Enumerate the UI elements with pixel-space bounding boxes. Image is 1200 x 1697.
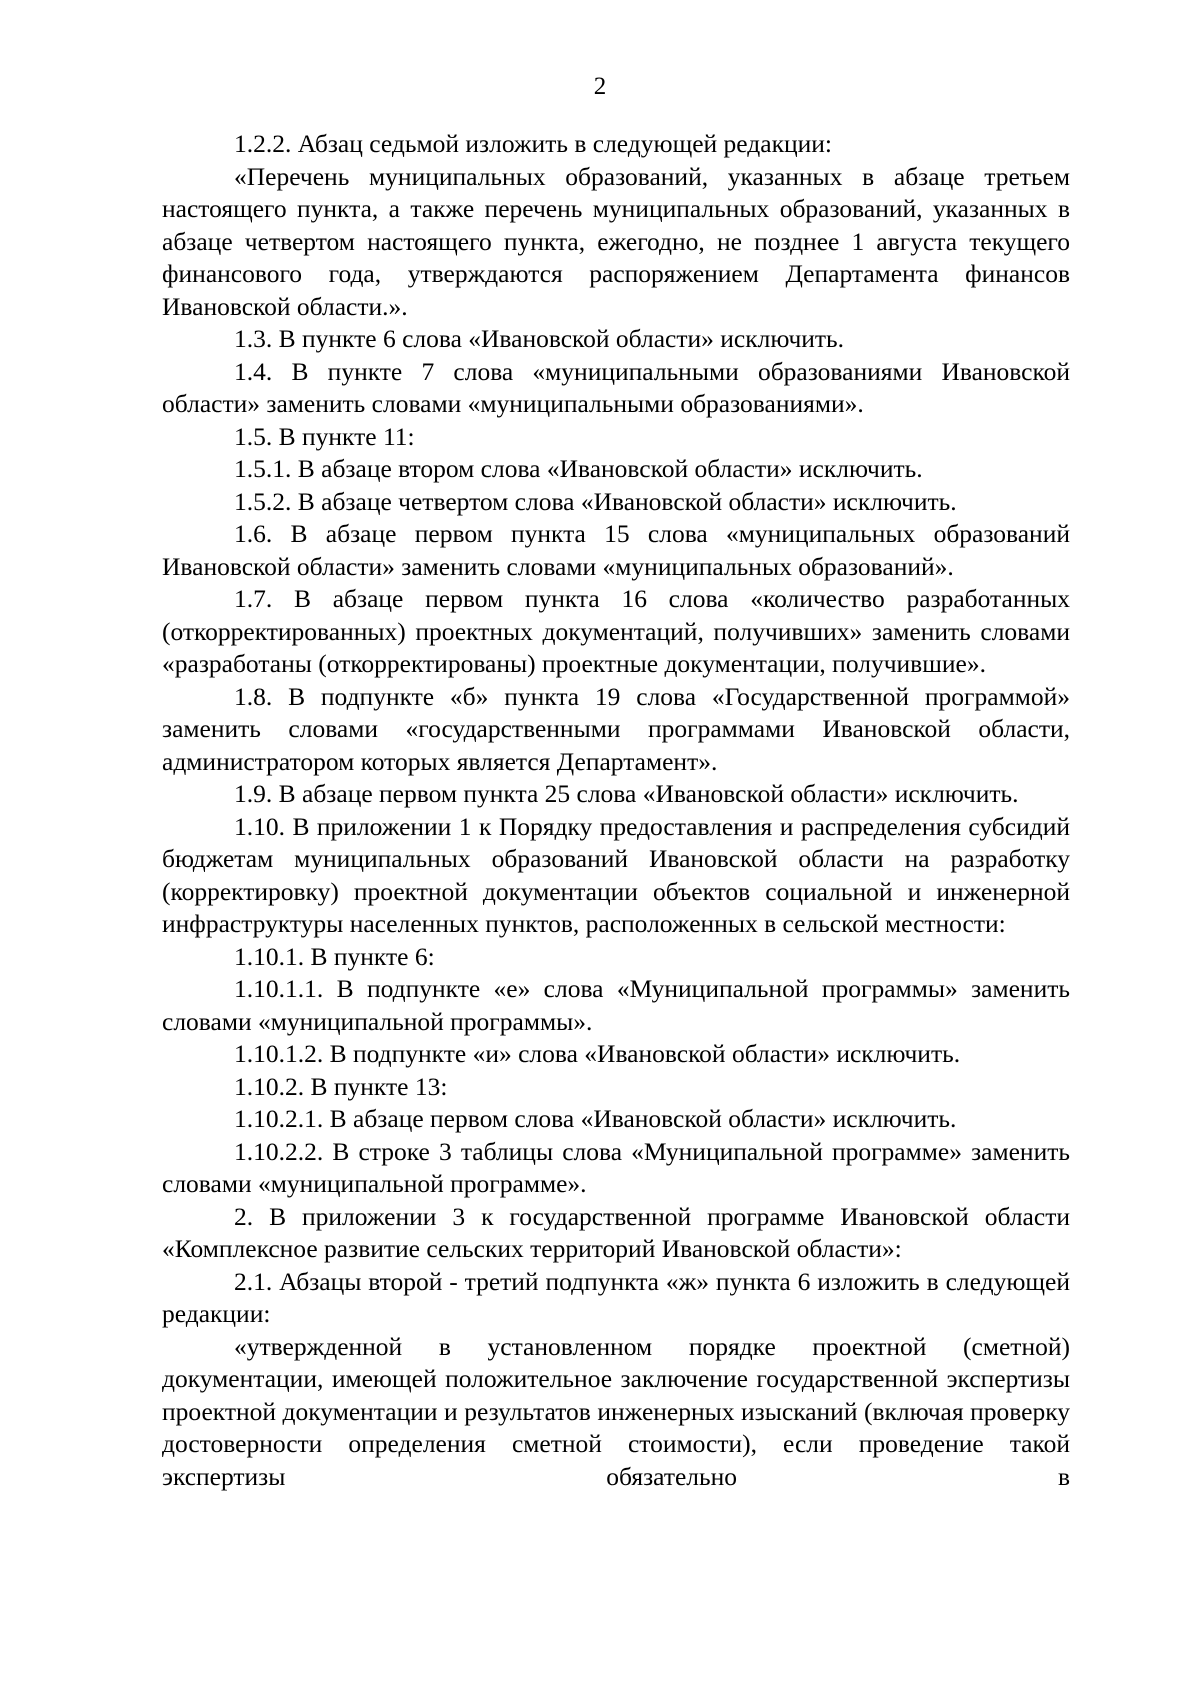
paragraph-2-1: 2.1. Абзацы второй - третий подпункта «ж» пункта 6 изложить в следующей редакции: — [162, 1266, 1070, 1328]
paragraph-1-3: 1.3. В пункте 6 слова «Ивановской области» исключить. — [234, 324, 845, 353]
paragraph-1-10-1-2: 1.10.1.2. В подпункте «и» слова «Ивановской области» исключить. — [234, 1039, 961, 1068]
paragraph-1-9: 1.9. В абзаце первом пункта 25 слова «Ивановской области» исключить. — [234, 779, 1019, 808]
paragraph-1-7: 1.7. В абзаце первом пункта 16 слова «количество разработанных (откорректированных) проектных документаций, получивших» заменить словами «разработаны (откорректированы) проектные документации, получившие». — [162, 584, 1070, 678]
paragraph-quote-list: «Перечень муниципальных образований, указанных в абзаце третьем настоящего пункта, а также перечень муниципальных образований, указанных в абзаце четвертом настоящего пункта, ежегодно, не позднее 1 августа текущего финансового года, утверждаются распоряжением Департамента финансов Ивановской области.». — [162, 161, 1070, 321]
paragraph-quote-documentation: «утвержденной в установленном порядке проектной (сметной) документации, имеющей положительное заключение государственной экспертизы проектной документации и результатов инженерных изысканий (включая проверку достоверности определения сметной стоимости), если проведение такой экспертизы обязательно в — [162, 1331, 1070, 1491]
paragraph-1-4: 1.4. В пункте 7 слова «муниципальными образованиями Ивановской области» заменить словами «муниципальными образованиями». — [162, 356, 1070, 418]
paragraph-1-10-2-2: 1.10.2.2. В строке 3 таблицы слова «Муниципальной программе» заменить словами «муниципальной программе». — [162, 1136, 1070, 1198]
document-body — [162, 128, 1070, 1493]
paragraph-1-6: 1.6. В абзаце первом пункта 15 слова «муниципальных образований Ивановской области» заменить словами «муниципальных образований». — [162, 519, 1070, 581]
paragraph-1-5-1: 1.5.1. В абзаце втором слова «Ивановской области» исключить. — [234, 454, 923, 483]
paragraph-1-10: 1.10. В приложении 1 к Порядку предоставления и распределения субсидий бюджетам муниципальных образований Ивановской области на разработку (корректировку) проектной документации объектов социальной и инженерной инфраструктуры населенных пунктов, расположенных в сельской местности: — [162, 811, 1070, 938]
paragraph-1-10-2: 1.10.2. В пункте 13: — [234, 1071, 448, 1101]
paragraph-1-2-2: 1.2.2. Абзац седьмой изложить в следующей редакции: — [234, 129, 832, 158]
paragraph-1-10-1-1: 1.10.1.1. В подпункте «е» слова «Муниципальной программы» заменить словами «муниципальной программы». — [162, 974, 1070, 1036]
paragraph-1-8: 1.8. В подпункте «б» пункта 19 слова «Государственной программой» заменить словами «государственными программами Ивановской области, администратором которых является Департамент». — [162, 681, 1070, 776]
paragraph-1-10-1: 1.10.1. В пункте 6: — [234, 941, 435, 971]
paragraph-1-5: 1.5. В пункте 11: — [234, 421, 415, 451]
paragraph-1-10-2-1: 1.10.2.1. В абзаце первом слова «Ивановской области» исключить. — [234, 1104, 957, 1133]
paragraph-2: 2. В приложении 3 к государственной программе Ивановской области «Комплексное развитие сельских территорий Ивановской области»: — [162, 1201, 1070, 1263]
paragraph-1-5-2: 1.5.2. В абзаце четвертом слова «Ивановской области» исключить. — [234, 486, 957, 516]
page-number: 2 — [593, 73, 607, 100]
